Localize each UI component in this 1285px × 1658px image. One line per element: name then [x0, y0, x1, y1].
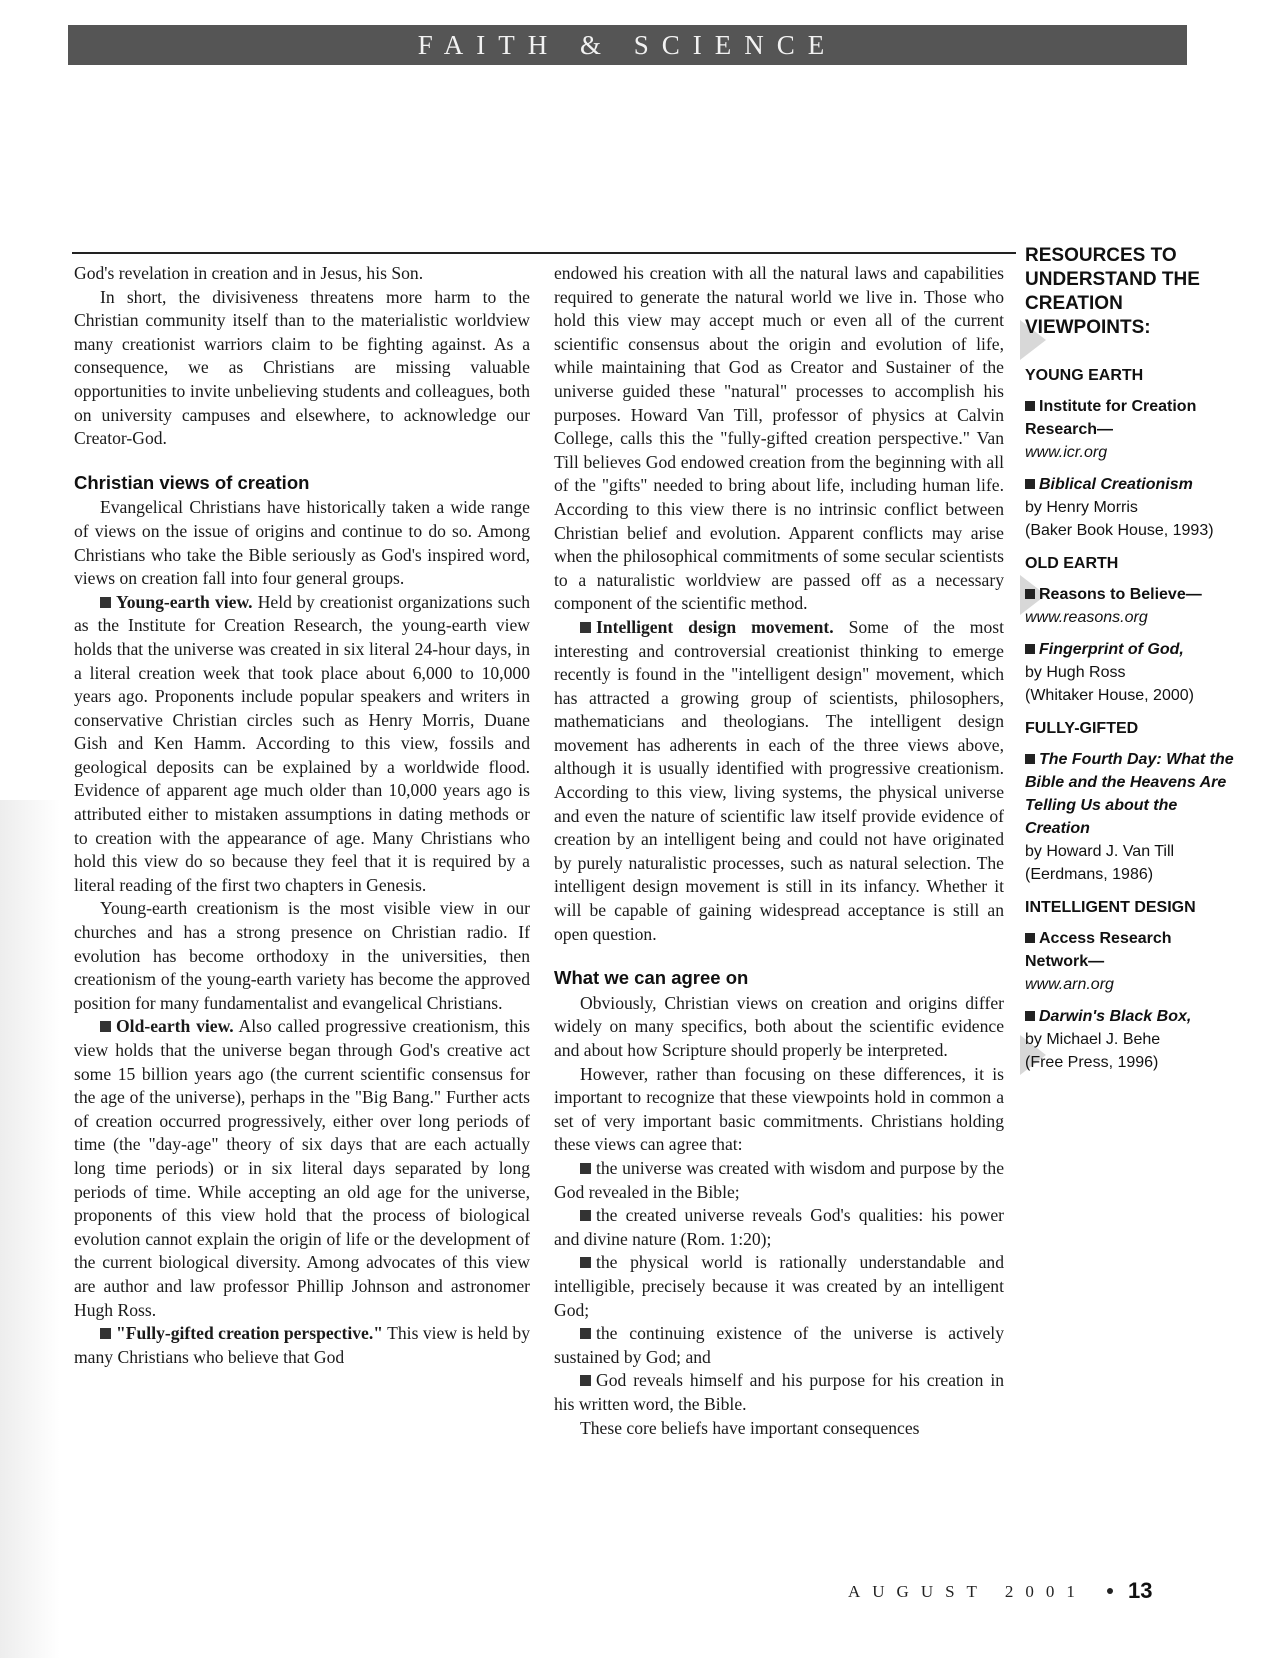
list-item-text: the universe was created with wisdom and purpose by the God revealed in the Bible;	[554, 1157, 1004, 1202]
resource-publisher: (Whitaker House, 2000)	[1025, 687, 1194, 704]
subheading-agree-on: What we can agree on	[554, 967, 749, 989]
resource-name: Reasons to Believe—	[1039, 586, 1202, 603]
bullet-square-icon	[580, 1328, 591, 1339]
bullet-square-icon	[580, 1163, 591, 1174]
list-item	[554, 1369, 1004, 1416]
resource-url: www.arn.org	[1025, 976, 1114, 993]
lead-fully-gifted: "Fully-gifted creation perspective."	[116, 1323, 384, 1344]
lead-young-earth: Young-earth view.	[116, 591, 253, 612]
resource-name: Access Research Network—	[1025, 930, 1172, 970]
resource-publisher: (Eerdmans, 1986)	[1025, 866, 1154, 883]
bullet-square-icon	[580, 1210, 591, 1221]
lead-intelligent-design: Intelligent design movement.	[596, 616, 834, 637]
bullet-square-icon	[100, 1021, 111, 1032]
bullet-square-icon	[1025, 479, 1035, 489]
bullet-square-icon	[580, 1257, 591, 1268]
paragraph: Evangelical Christians have historically taken a wide range of views on the issue of origins and continue to do so. Among Christians who take the Bible seriously as God's inspired word, views on creation fall into four general groups.	[74, 497, 530, 589]
resource-author: by Hugh Ross	[1025, 664, 1126, 681]
resource-item	[1025, 638, 1235, 707]
resource-item	[1025, 473, 1235, 542]
resource-author: by Michael J. Behe	[1025, 1031, 1161, 1048]
sidebar-heading-intelligent-design: INTELLIGENT DESIGN	[1025, 899, 1196, 916]
list-item	[554, 1322, 1004, 1369]
resource-title: Biblical Creationism	[1039, 476, 1193, 493]
paragraph-young-earth	[74, 591, 530, 898]
paragraph: God's revelation in creation and in Jesus, his Son.	[74, 263, 424, 283]
paragraph: Young-earth creationism is the most visible view in our churches and has a strong presence on Christian radio. If evolution has become orthodoxy in the universities, then creationism of the young-earth variety has become the approved position for many fundamentalist and evangelical Christians.	[74, 898, 530, 1013]
page-edge-shade	[0, 800, 60, 1658]
paragraph-text: This view is held by many Christians who believe that God	[74, 1323, 530, 1367]
sidebar-heading-young-earth: YOUNG EARTH	[1025, 367, 1144, 384]
paragraph: endowed his creation with all the natural laws and capabilities required to generate the natural world we live in. Those who hold this view may accept much or even all of the current scientific consensus about the origin and evolution of life, while maintaining that God as Creator and Sustainer of the universe guided these "natural" processes to accomplish his purposes. Howard Van Till, professor of physics at Calvin College, calls this the "fully-gifted creation perspective." Van Till believes God endowed creation from the beginning with all of the "gifts" needed to bring about life, including human life. According to this view there is no intrinsic conflict between Christian belief and evolution. Apparent conflicts may arise when the philosophical commitments of some secular scientists to a naturalistic worldview are passed off as a necessary component of the scientific method.	[554, 263, 1004, 614]
footer-date: AUGUST 2001	[848, 1582, 1087, 1601]
sidebar-heading-old-earth: OLD EARTH	[1025, 555, 1119, 572]
page-number: 13	[1128, 1578, 1153, 1603]
bullet-square-icon	[100, 1328, 111, 1339]
list-item	[554, 1251, 1004, 1322]
bullet-square-icon	[1025, 933, 1035, 943]
resource-url: www.icr.org	[1025, 444, 1108, 461]
article-column-2	[554, 262, 1004, 1440]
section-banner: FAITH & SCIENCE	[68, 25, 1187, 65]
paragraph: Obviously, Christian views on creation and origins differ widely on many specifics, both about the scientific evidence and about how Scripture should properly be interpreted.	[554, 992, 1004, 1060]
resource-name: Institute for Creation Research—	[1025, 398, 1197, 438]
paragraph-fully-gifted	[74, 1322, 530, 1369]
resource-title: Fingerprint of God,	[1039, 641, 1184, 658]
resource-publisher: (Free Press, 1996)	[1025, 1054, 1159, 1071]
footer-bullet-icon	[1107, 1588, 1113, 1594]
paragraph: In short, the divisiveness threatens more harm to the Christian community itself than to the materialistic worldview many creationist warriors claim to be fighting against. As a consequence, we as Christians are missing valuable opportunities to invite unbelieving students and colleagues, both on university campuses and elsewhere, to acknowledge our Creator-God.	[74, 286, 530, 449]
bullet-square-icon	[580, 1375, 591, 1386]
resource-url: www.reasons.org	[1025, 609, 1148, 626]
bullet-square-icon	[1025, 644, 1035, 654]
list-item-text: the physical world is rationally understandable and intelligible, precisely because it was created by an intelligent God;	[554, 1252, 1004, 1320]
resource-item	[1025, 748, 1235, 886]
list-item-text: the continuing existence of the universe is actively sustained by God; and	[554, 1323, 1004, 1367]
resource-publisher: (Baker Book House, 1993)	[1025, 522, 1214, 539]
article-column-1	[74, 262, 530, 1369]
paragraph-old-earth	[74, 1015, 530, 1322]
sidebar-heading-fully-gifted: FULLY-GIFTED	[1025, 720, 1139, 737]
list-item	[554, 1204, 1004, 1251]
bullet-square-icon	[1025, 754, 1035, 764]
bullet-square-icon	[1025, 401, 1035, 411]
resource-item	[1025, 927, 1235, 996]
paragraph-text: Some of the most interesting and controversial creationist thinking to emerge recently is found in the "intelligent design" movement, which has attracted a growing group of scientists, philosophers, mathematicians and theologians. The intelligent design movement has adherents in each of the three views above, although it is usually identified with progressive creationism. According to this view, living systems, the physical universe and even the nature of scientific law itself provide evidence of creation by an intelligent being and could not have originated by purely naturalistic processes, such as natural selection. The intelligent design movement is still in its infancy. Whether it will be capable of gaining widespread acceptance is still an open question.	[554, 616, 1004, 944]
paragraph-intelligent-design	[554, 616, 1004, 946]
bullet-square-icon	[1025, 589, 1035, 599]
column-rule	[72, 252, 1016, 254]
paragraph: These core beliefs have important consequences	[580, 1417, 920, 1438]
resource-item	[1025, 395, 1235, 464]
list-item-text: God reveals himself and his purpose for his creation in his written word, the Bible.	[554, 1370, 1004, 1414]
bullet-square-icon	[580, 622, 591, 633]
resource-title: The Fourth Day: What the Bible and the Heavens Are Telling Us about the Creation	[1025, 751, 1234, 837]
list-item	[554, 1157, 1004, 1204]
lead-old-earth: Old-earth view.	[116, 1016, 234, 1037]
list-item-text: the created universe reveals God's qualities: his power and divine nature (Rom. 1:20);	[554, 1205, 1004, 1249]
resource-author: by Henry Morris	[1025, 499, 1138, 516]
resource-title: Darwin's Black Box,	[1039, 1008, 1192, 1025]
paragraph: However, rather than focusing on these differences, it is important to recognize that these viewpoints hold in common a set of very important basic commitments. Christians holding these views can agree that:	[554, 1063, 1004, 1155]
resource-item	[1025, 1005, 1235, 1074]
paragraph-text: Held by creationist organizations such as the Institute for Creation Research, the young-earth view holds that the universe was created in six literal 24-hour days, in a literal creation week that took place about 6,000 to 10,000 years ago. Proponents include popular speakers and writers in conservative Christian circles such as Henry Morris, Duane Gish and Ken Hamm. According to this view, fossils and geological deposits can be explained by a worldwide flood. Evidence of apparent age much older than 10,000 years ago is attributed either to mistaken assumptions in dating methods or to creation with the appearance of age. Many Christians who hold this view do so because they feel that it is required by a literal reading of the first two chapters in Genesis.	[74, 591, 530, 895]
subheading-christian-views: Christian views of creation	[74, 471, 310, 493]
sidebar-title: RESOURCES TO UNDERSTAND THE CREATION VIEWPOINTS:	[1025, 245, 1200, 338]
paragraph-text: Also called progressive creationism, this view holds that the universe began through God's creative act some 15 billion years ago (the current scientific consensus for the age of the universe), perhaps in the "Big Bang." Further acts of creation occurred progressively, either over long periods of time (the "day-age" theory of six days that are each actually long time periods) or in six literal days separated by long periods of time. While accepting an old age for the universe, proponents of this view hold that the process of biological evolution cannot explain the origin of life or the development of the current biological diversity. Among advocates of this view are author and law professor Phillip Johnson and astronomer Hugh Ross.	[74, 1016, 530, 1320]
bullet-square-icon	[1025, 1011, 1035, 1021]
resource-author: by Howard J. Van Till	[1025, 843, 1175, 860]
bullet-square-icon	[100, 597, 111, 608]
resource-item	[1025, 583, 1235, 629]
resources-sidebar	[1025, 244, 1235, 1083]
